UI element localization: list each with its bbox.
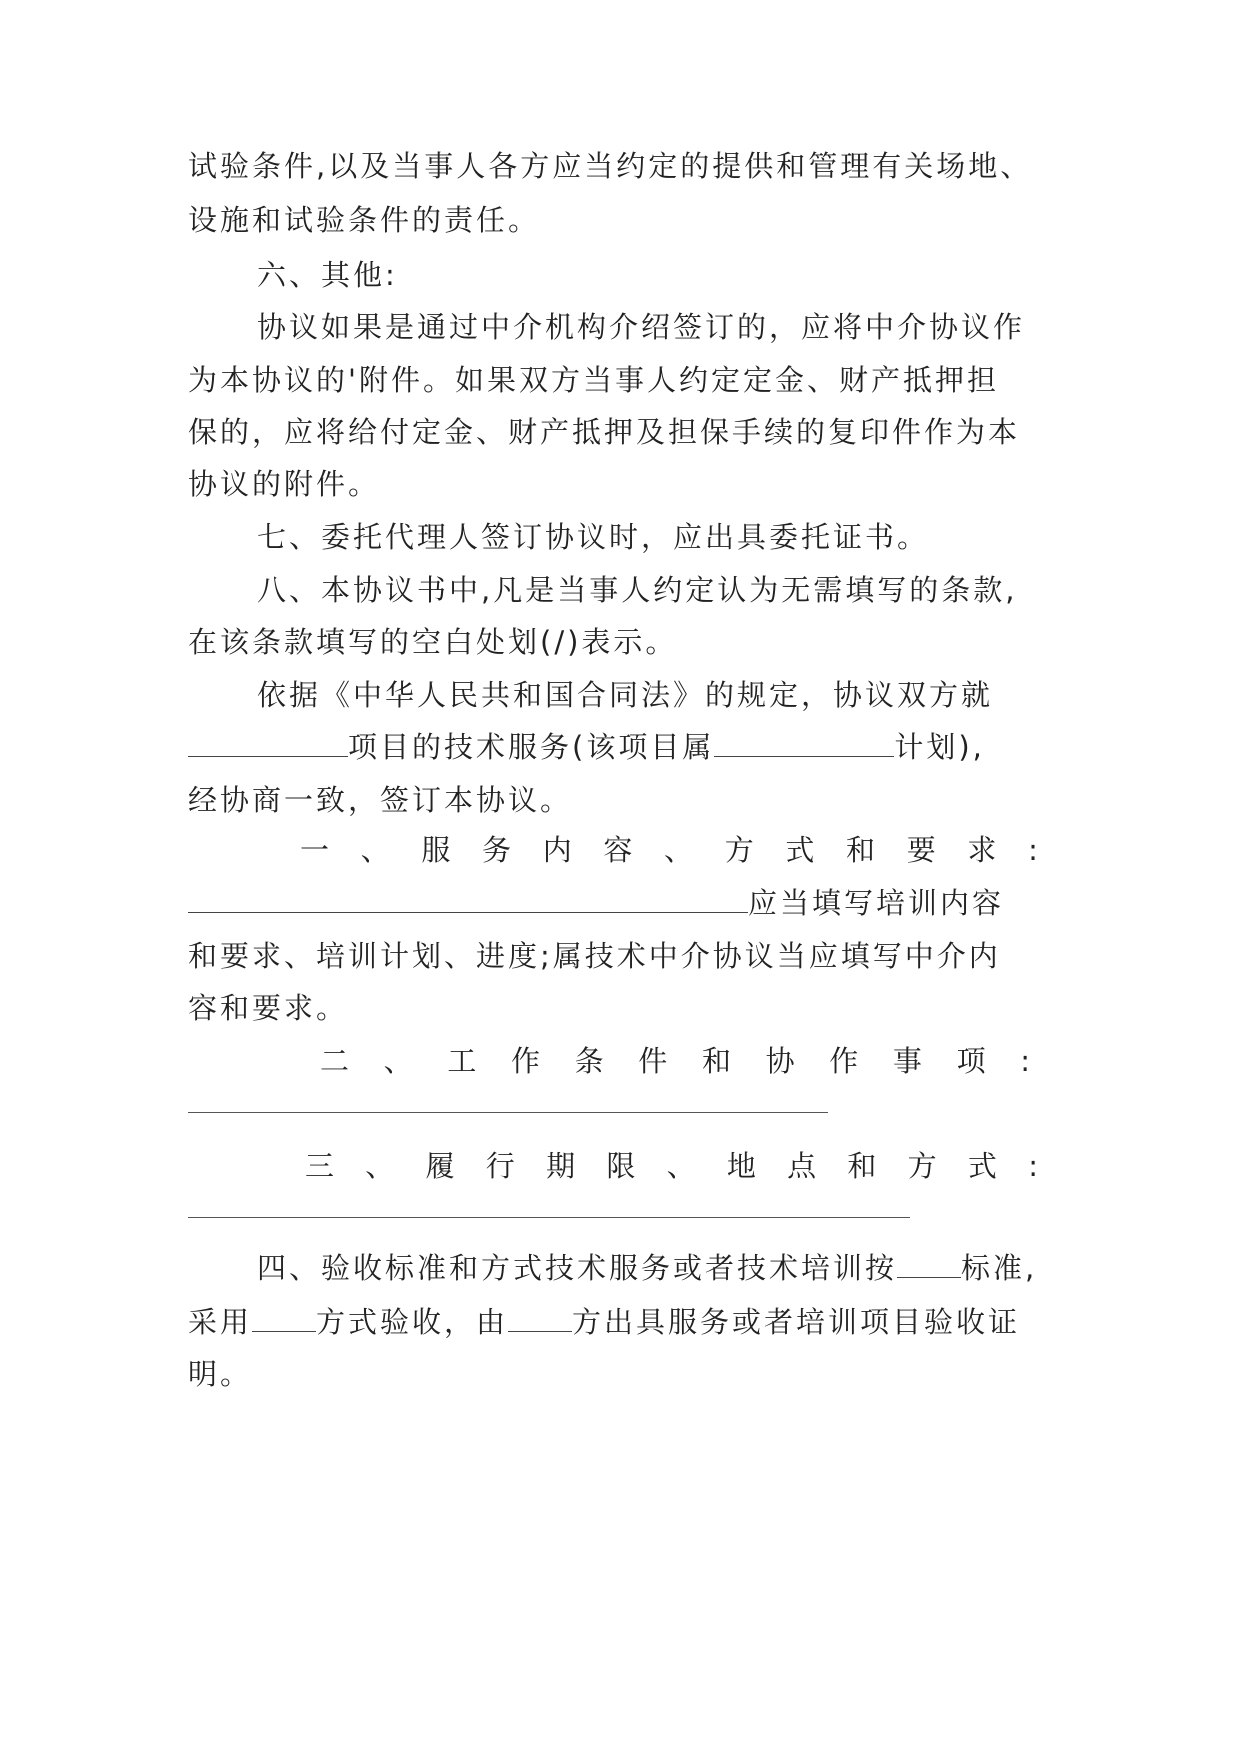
heading-char: 作 [510,1044,540,1078]
heading-char: 、 [365,1149,395,1183]
heading-char: 要 [906,833,936,867]
heading-char: 和 [847,1149,877,1183]
inline-text: 方式验收，由 [316,1305,509,1339]
text-line: 设施和试验条件的责任。 [188,203,541,237]
heading-char: 求 [967,833,997,867]
heading-char: 作 [829,1044,859,1078]
inline-text: 标准, [961,1251,1038,1285]
section-seven: 七、委托代理人签订协议时，应出具委托证书。 [257,520,930,554]
inline-text: 应当填写培训内容 [748,886,1005,920]
heading-char: 、 [360,833,390,867]
section-four [257,1248,1037,1288]
heading-char: 点 [787,1149,817,1183]
inline-text: 项目的技术服务(该项目属 [348,730,715,764]
text-line: 为本协议的'附件。如果双方当事人约定定金、财产抵押担 [188,363,999,397]
fill-blank[interactable] [897,1249,961,1278]
text-line: 协议如果是通过中介机构介绍签订的，应将中介协议作 [257,310,1026,344]
fill-blank[interactable] [508,1303,572,1332]
text-line-with-blanks [188,727,985,767]
heading-char: 务 [482,833,512,867]
fill-blank[interactable] [188,728,348,757]
fill-line[interactable] [188,1217,910,1218]
heading-char: 一 [300,833,330,867]
heading-char: 履 [425,1149,455,1183]
heading-char: : [1020,1044,1030,1078]
section-eight: 八、本协议书中,凡是当事人约定认为无需填写的条款, [257,573,1018,607]
heading-char: 、 [666,1149,696,1183]
fill-blank[interactable] [252,1303,316,1332]
heading-char: 行 [485,1149,515,1183]
inline-text: 四、验收标准和方式技术服务或者技术培训按 [257,1251,898,1285]
heading-char: 期 [546,1149,576,1183]
fill-blank[interactable] [188,884,748,913]
text-line-with-blank [188,883,1004,923]
heading-char: : [1028,833,1038,867]
heading-char: 三 [305,1149,335,1183]
text-line: 试验条件,以及当事人各方应当约定的提供和管理有关场地、 [188,149,1033,183]
text-line: 明。 [188,1357,253,1391]
heading-char: 服 [421,833,451,867]
text-line: 协议的附件。 [188,467,381,501]
section-six-heading: 六、其他: [257,258,398,292]
text-line-with-blanks [188,1302,1020,1342]
heading-char: 、 [383,1044,413,1078]
heading-char: 限 [606,1149,636,1183]
text-line: 在该条款填写的空白处划(/)表示。 [188,625,678,659]
heading-char: 内 [542,833,572,867]
heading-char: 式 [785,833,815,867]
heading-char: 工 [447,1044,477,1078]
section-one-heading [300,830,1038,870]
text-line: 依据《中华人民共和国合同法》的规定，协议双方就 [257,678,994,712]
heading-char: 项 [956,1044,986,1078]
fill-blank[interactable] [714,728,894,757]
fill-line[interactable] [188,1112,828,1113]
inline-text: 方出具服务或者培训项目验收证 [572,1305,1021,1339]
text-line: 容和要求。 [188,991,349,1025]
heading-char: 事 [892,1044,922,1078]
inline-text: 计划), [894,730,985,764]
section-two-heading [320,1041,1030,1081]
section-three-heading [305,1146,1038,1186]
heading-char: 容 [603,833,633,867]
heading-char: 方 [907,1149,937,1183]
heading-char: 、 [664,833,694,867]
heading-char: 和 [701,1044,731,1078]
heading-char: 协 [765,1044,795,1078]
text-line: 和要求、培训计划、进度;属技术中介协议当应填写中介内 [188,939,1001,973]
heading-char: 地 [726,1149,756,1183]
heading-char: 式 [967,1149,997,1183]
heading-char: : [1028,1149,1038,1183]
inline-text: 采用 [188,1305,253,1339]
text-line: 经协商一致，签订本协议。 [188,783,573,817]
heading-char: 二 [320,1044,350,1078]
heading-char: 件 [638,1044,668,1078]
heading-char: 条 [574,1044,604,1078]
text-line: 保的，应将给付定金、财产抵押及担保手续的复印件作为本 [188,415,1021,449]
heading-char: 和 [846,833,876,867]
heading-char: 方 [724,833,754,867]
